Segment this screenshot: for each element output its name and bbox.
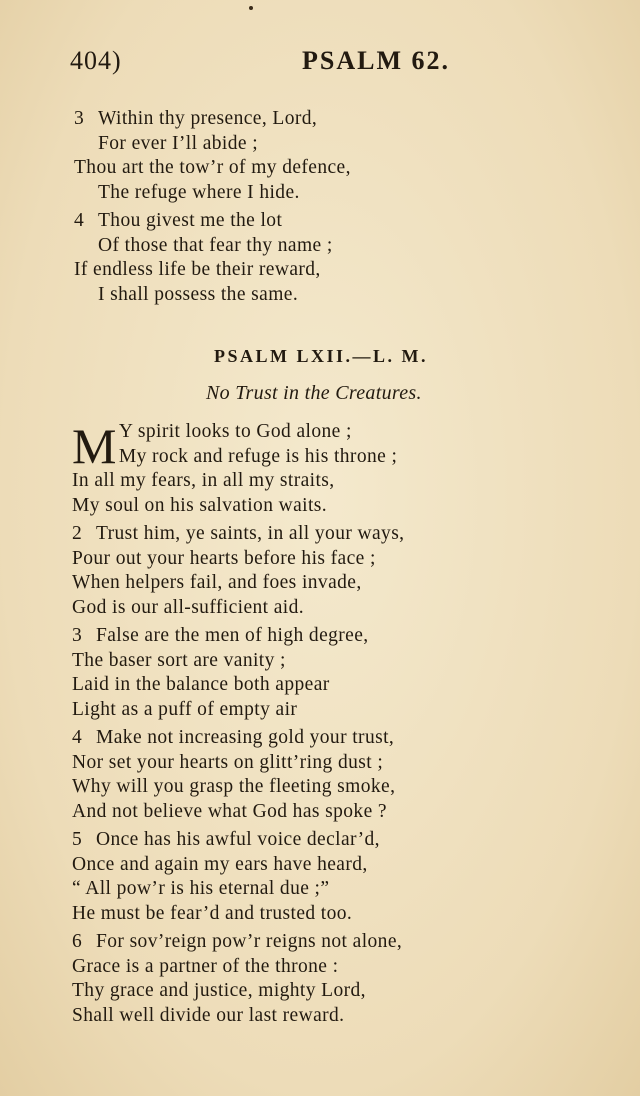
- verse-line: I shall possess the same.: [98, 283, 299, 305]
- verse: [72, 930, 502, 1028]
- verse-number: 4: [72, 727, 83, 748]
- verse-line: Light as a puff of empty air: [72, 698, 298, 720]
- verse-line: And not believe what God has spoke ?: [72, 800, 387, 822]
- verse-line: 3 Within thy presence, Lord,: [74, 107, 504, 132]
- drop-cap: M: [72, 418, 117, 474]
- verse: [72, 420, 502, 518]
- verse-line: Why will you grasp the fleeting smoke,: [72, 776, 396, 797]
- verse-line: If endless life be their reward,: [74, 259, 321, 280]
- verse-number: 2: [72, 523, 83, 544]
- verse-line: Y spirit looks to God alone ;: [118, 421, 352, 442]
- verse-line: When helpers fail, and foes invade,: [72, 572, 362, 593]
- verse-line: Of those that fear thy name ;: [98, 234, 333, 256]
- verse-line: My rock and refuge is his throne ;: [118, 445, 398, 467]
- ink-speck: [249, 6, 253, 10]
- verse-line: My soul on his salvation waits.: [72, 494, 328, 516]
- psalm-title: PSALM LXII.—L. M.: [214, 346, 429, 366]
- verse-line: 5 Once has his awful voice declar’d,: [72, 828, 502, 853]
- verse: [72, 522, 502, 620]
- verse-line: Thy grace and justice, mighty Lord,: [72, 980, 366, 1001]
- page-header: [70, 46, 450, 86]
- verse-line: Pour out your hearts before his face ;: [72, 547, 376, 569]
- verse-line: Once and again my ears have heard,: [72, 853, 368, 875]
- verse-number: 3: [74, 108, 85, 129]
- verse-number: 5: [72, 829, 83, 850]
- verse-line: God is our all-sufficient aid.: [72, 596, 305, 618]
- previous-psalm-continuation: [74, 107, 504, 311]
- verse: [72, 828, 502, 926]
- running-head: PSALM 62.: [302, 46, 450, 75]
- verse-line: Grace is a partner of the throne :: [72, 955, 339, 977]
- psalm-subtitle: No Trust in the Creatures.: [206, 382, 422, 404]
- verse-line: [72, 1032, 502, 1057]
- verse-line: 6 For sov’reign pow’r reigns not alone,: [72, 930, 502, 955]
- verse-line: 4 Thou givest me the lot: [74, 209, 504, 234]
- verse-number: 3: [72, 625, 83, 646]
- verse-line: Shall well divide our last reward.: [72, 1004, 345, 1026]
- verse-line: Laid in the balance both appear: [72, 674, 330, 695]
- verse-line: The baser sort are vanity ;: [72, 649, 286, 671]
- verse: [72, 726, 502, 824]
- verse-line: 2 Trust him, ye saints, in all your ways,: [72, 522, 502, 547]
- verse-line: He must be fear’d and trusted too.: [72, 902, 353, 924]
- verse-number: 6: [72, 931, 83, 952]
- verse: [72, 624, 502, 722]
- verse-line: 3 False are the men of high degree,: [72, 624, 502, 649]
- verse-number: 4: [74, 210, 85, 231]
- verse-line: For ever I’ll abide ;: [98, 132, 259, 154]
- verse: [72, 1032, 502, 1057]
- page-number: 404): [70, 46, 122, 75]
- verse-line: Nor set your hearts on glitt’ring dust ;: [72, 751, 384, 773]
- verse-line: “ All pow’r is his eternal due ;”: [72, 878, 330, 899]
- verse-line: Thou art the tow’r of my defence,: [74, 157, 351, 178]
- verse: [74, 107, 504, 205]
- verse: [74, 209, 504, 307]
- psalm-body: [72, 420, 502, 1061]
- verse-line: In all my fears, in all my straits,: [72, 470, 335, 491]
- verse-line: The refuge where I hide.: [98, 181, 300, 203]
- verse-line: 4 Make not increasing gold your trust,: [72, 726, 502, 751]
